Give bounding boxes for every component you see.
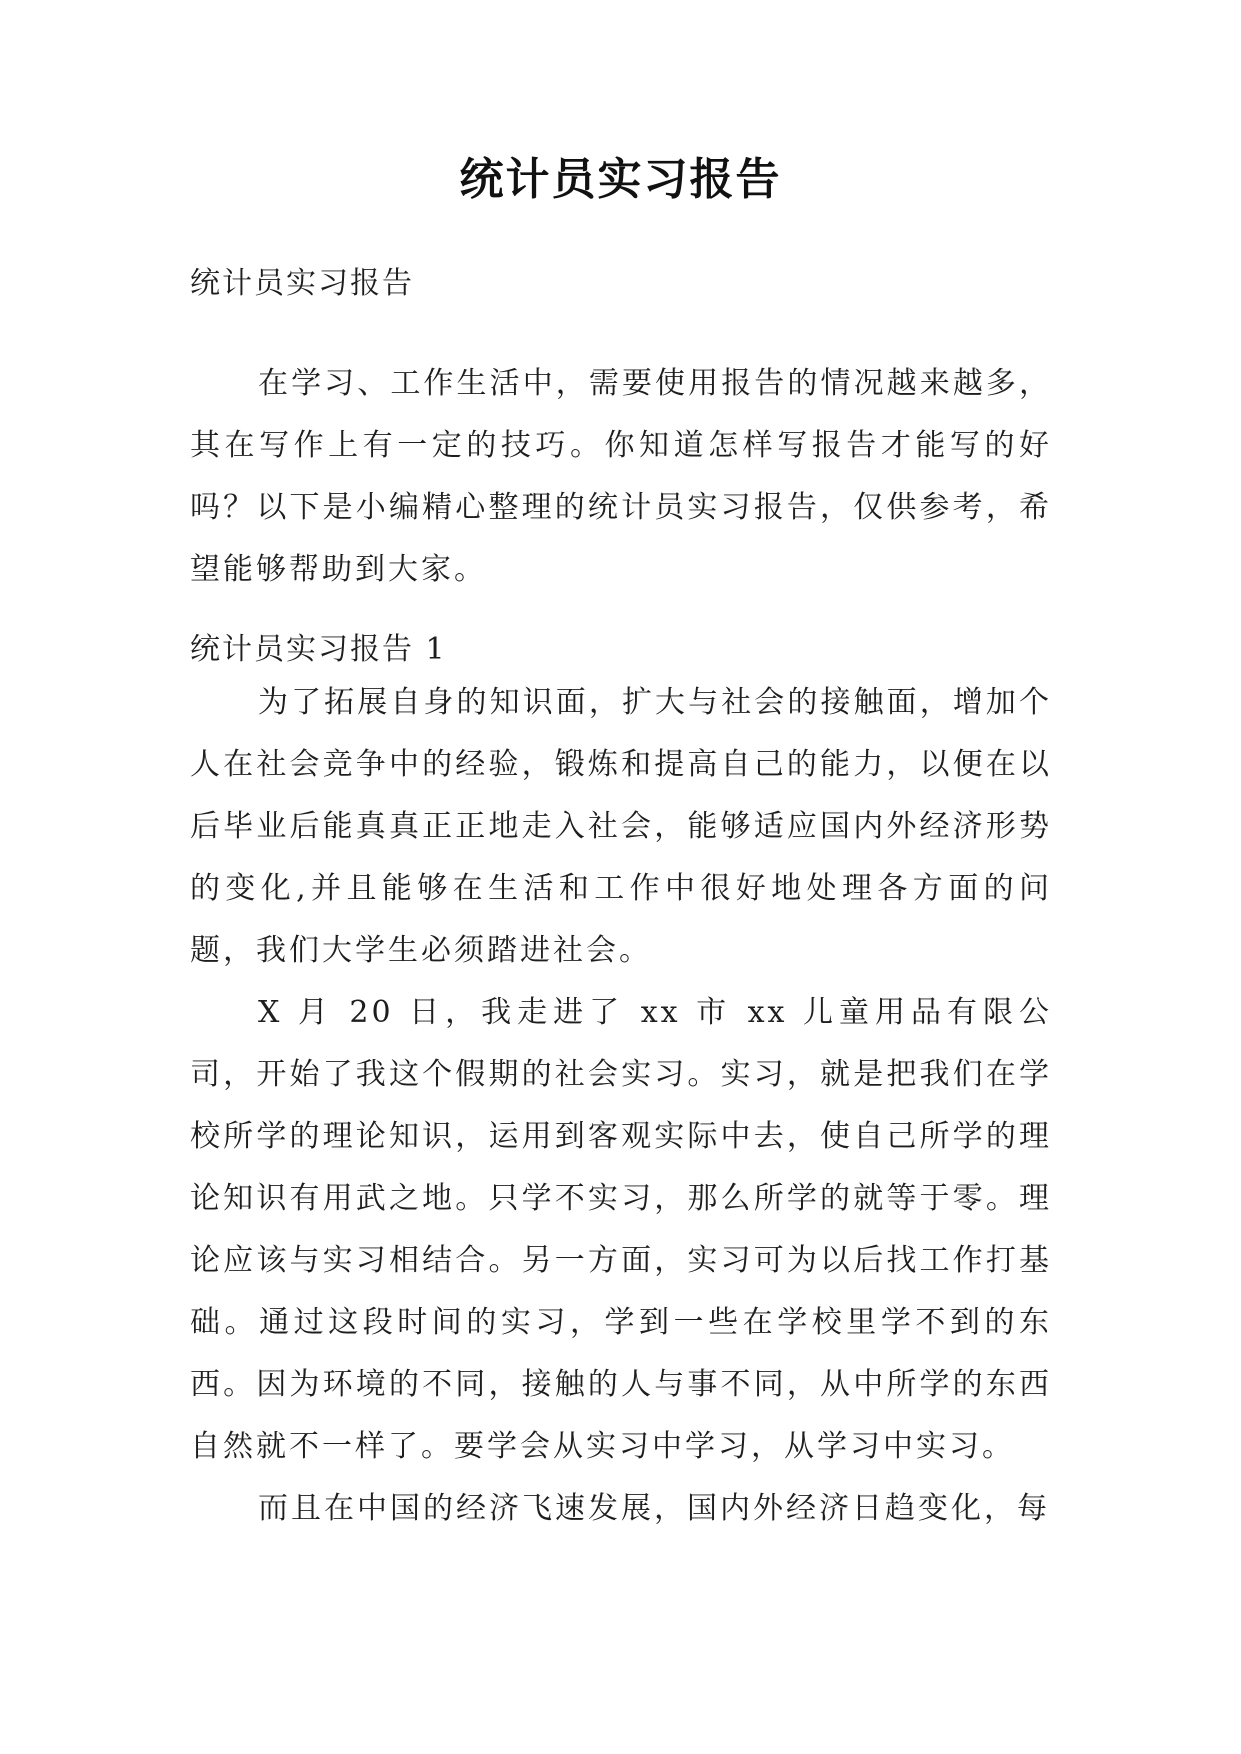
intro-section [190, 353, 1052, 601]
body-paragraph: X 月 20 日，我走进了 xx 市 xx 儿童用品有限公司，开始了我这个假期的社会实习。实习，就是把我们在学校所学的理论知识，运用到客观实际中去，使自己所学的理论知识有用武之地。只学不实习，那么所学的就等于零。理论应该与实习相结合。另一方面，实习可为以后找工作打基础。通过这段时间的实习，学到一些在学校里学不到的东西。因为环境的不同，接触的人与事不同，从中所学的东西自然就不一样了。要学会从实习中学习，从学习中实习。 [190, 995, 1052, 1464]
intro-paragraph: 在学习、工作生活中，需要使用报告的情况越来越多，其在写作上有一定的技巧。你知道怎样写报告才能写的好吗？以下是小编精心整理的统计员实习报告，仅供参考，希望能够帮助到大家。 [190, 366, 1052, 587]
body-paragraph: 而且在中国的经济飞速发展，国内外经济日趋变化，每 [258, 1491, 1050, 1526]
document-title: 统计员实习报告 [459, 154, 782, 205]
document-subtitle: 统计员实习报告 [190, 266, 414, 301]
section-heading: 统计员实习报告 1 [190, 632, 447, 667]
section-body [190, 672, 1052, 1540]
body-paragraph: 为了拓展自身的知识面，扩大与社会的接触面，增加个人在社会竞争中的经验，锻炼和提高自己的能力，以便在以后毕业后能真真正正地走入社会，能够适应国内外经济形势的变化,并且能够在生活和工作中很好地处理各方面的问题，我们大学生必须踏进社会。 [190, 685, 1052, 968]
